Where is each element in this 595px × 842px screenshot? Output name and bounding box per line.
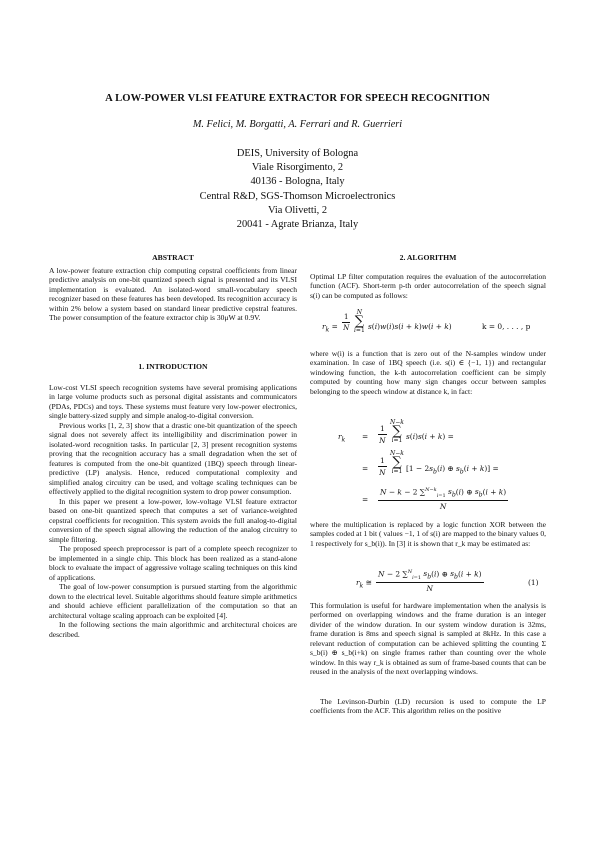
- algorithm-paragraph-4: This formulation is useful for hardware implementation when the analysis is performed on overlapping windows and the frame duration is an integer divider of the window duration. In our system window duration is 32ms, frame duration is 8ms and speech signal is sampled at 8kHz. In this case a relevant reduction of computation can be achieved splitting the counting Σ s_b(i) ⊕ s_b(i+k) on single frames rather than counting over the whole window. In this way r_k is obtained as sum of frame-based counts that can be reused in the analysis of the next overlapping windows.: [310, 601, 546, 677]
- intro-paragraph: Low-cost VLSI speech recognition systems have several promising applications in large volume products such as personal digital assistants and communicators (PDAs, PDCs) and toys. These systems must feature very low-power electronics, single battery-sized supply and simple analog-to-digital conversion.: [49, 383, 297, 421]
- affiliation-line: Via Olivetti, 2: [267, 204, 328, 216]
- algorithm-heading: 2. ALGORITHM: [399, 253, 457, 262]
- intro-paragraph: In this paper we present a low-power, low-voltage VLSI feature extractor based on one-bit quantized speech that computes a set of variance-weighted cepstral coefficients for recognition. This system avoids the full analog-to-digital conversion of the speech signal allowing the reduction of the analog circuitry to simple filtering.: [49, 496, 297, 544]
- algorithm-paragraph-1: Optimal LP filter computation requires the evaluation of the autocorrelation function (ACF). Short-term p-th order autocorrelation of the speech signal s(i) can be computed as follows:: [310, 272, 546, 300]
- affiliation-line: DEIS, University of Bologna: [236, 148, 359, 159]
- algorithm-paragraph-3: where the multiplication is replaced by a logic function XOR between the samples coded at 1 bit ( values −1, 1 of s(i) are mapped to the binary values 0, 1 respectively for s_b(i)). In [3] it is shown that r_k may be estimated as:: [310, 520, 546, 548]
- affiliation-line: Viale Risorgimento, 2: [251, 162, 344, 174]
- equation-range: k = 0, . . . , p: [482, 322, 531, 331]
- algorithm-paragraph-5: The Levinson-Durbin (LD) recursion is used to compute the LP coefficients from the ACF. This algorithm relies on the positive: [310, 697, 546, 716]
- algorithm-paragraph-2: where w(i) is a function that is zero out of the N-samples window under examination. In case of 1BQ speech (i.e. s(i) ∈ {−1, 1}) and rectangular windowing function, the k-th autocorrelation coefficient can be simply computed by counting how many sign changes occur between samples belonging to the speech window at distance k, in fact:: [310, 349, 546, 396]
- equation-number: (1): [528, 578, 539, 587]
- introduction-heading: 1. INTRODUCTION: [138, 362, 208, 371]
- paper-authors: M. Felici, M. Borgatti, A. Ferrari and R. Guerrieri: [192, 119, 403, 130]
- abstract-heading: ABSTRACT: [152, 253, 194, 262]
- abstract-paragraph: A low-power feature extraction chip computing cepstral coefficients from linear predictive analysis on one-bit quantized speech signal is presented and its VLSI implementation is evaluated. An isolated-word small-vocabulary speech recognizer based on these features has been developed. Its recognition accuracy is within 2% below a system based on standard linear predictive cepstral features. The power consumption of the feature extractor chip is 30μW at 0.9V.: [49, 266, 297, 323]
- intro-paragraph: In the following sections the main algorithmic and architectural choices are described.: [49, 620, 297, 639]
- affiliation-line: 20041 - Agrate Brianza, Italy: [236, 219, 359, 231]
- equation-1: $r_k$ ≅ $\frac{N - 2 \sum^N_{i=1} s_b(i) \oplus s_b(i + k)}{N}$ (1): [356, 569, 539, 593]
- affiliation-block: [0, 147, 595, 232]
- affiliation-line: 40136 - Bologna, Italy: [250, 176, 345, 188]
- equation-derivation: $r_k$ = $\frac{1}{N}$ N−k ∑ i=1 s(i)s(i + k) = = $\frac{1}{N}$ N−k ∑ i=1 [$1 - 2s_b(i)$ ⊕ $s_b(i + k)$] = = $\frac{N - k - 2 \sum^{N-k}_{i=1} s_b(i) \oplus s_b(i + k)}{N}$: [338, 419, 507, 511]
- paper-title: A LOW-POWER VLSI FEATURE EXTRACTOR FOR SPEECH RECOGNITION: [105, 93, 490, 104]
- intro-paragraph: The proposed speech preprocessor is part of a complete speech recognizer to be implemented in a single chip. This block has been realized as a stand-alone block to evaluate the impact of aggressive voltage scaling techniques on this kind of applications.: [49, 544, 297, 582]
- equation-acf: $r_k$ = $\frac{1}{N}$ N ∑ i=1 s(i)w(i)s(i + k)w(i + k) k = 0, . . . , p: [322, 309, 531, 334]
- intro-paragraph: Previous works [1, 2, 3] show that a drastic one-bit quantization of the speech signal does not severely affect its intelligibility and discrimination power in isolated-word recognition tasks. In particular [2, 3] present recognition systems proving that the recognition accuracy has a small degradation when the set of features is computed from the one-bit quantized (1BQ) speech through linear-predictive (LP) analysis. Hence, reduced computational complexity and simplified analog circuitry can be used, and voltage scaling techniques can be effectively applied to the digital recognition system to drop power consumption.: [49, 420, 297, 497]
- introduction-body: [49, 383, 297, 639]
- intro-paragraph: The goal of low-power consumption is pursued starting from the algorithmic down to the electrical level. Suitable algorithms should feature simple arithmetics and should achieve efficient parallelization of the computation so that an architectural voltage scaling approach can be exploited [4].: [49, 582, 297, 620]
- abstract-text: [49, 266, 297, 323]
- affiliation-line: Central R&D, SGS-Thomson Microelectronics: [199, 190, 396, 202]
